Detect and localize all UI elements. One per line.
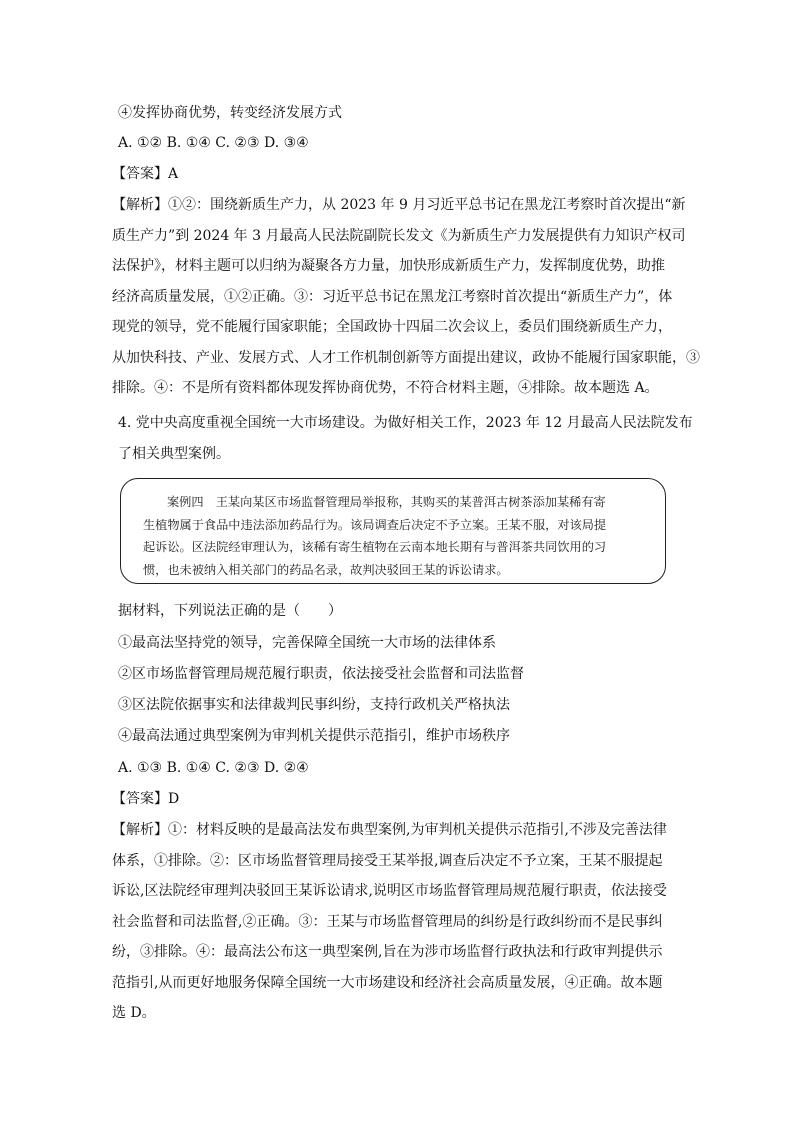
case-material-box [120,478,666,584]
q4-analysis-line: 纷，③排除。④：最高法公布这一典型案例,旨在为涉市场监督行政执法和行政审判提供示 [112,944,663,960]
q3-analysis [112,190,700,404]
q4-analysis-line: 体系，①排除。②：区市场监督管理局接受王某举报,调查后决定不予立案，王某不服提起 [112,852,663,869]
q4-choices: A. ①③ B. ①④ C. ②③ D. ②④ [118,760,309,776]
q3-analysis-line: 法保护》，材料主题可以归纳为凝聚各方力量，加快形成新质生产力，发挥制度优势，助推 [112,258,665,274]
q4-question: 据材料，下列说法正确的是（ ） [118,603,342,619]
q4-analysis-line: 选 D。 [112,1005,156,1021]
q3-analysis-line: 现党的领导，党不能履行国家职能；全国政协十四届二次会议上，委员们围绕新质生产力， [112,319,672,335]
q4-option-2: ②区市场监督管理局规范履行职责，依法接受社会监督和司法监督 [118,666,524,682]
case-text-line: 起诉讼。区法院经审理认为，该稀有寄生植物在云南本地长期有与普洱茶共同饮用的习 [143,540,607,554]
q4-analysis-line: 社会监督和司法监督,②正确。③：王某与市场监督管理局的纠纷是行政纠纷而不是民事纠 [112,913,663,930]
q3-analysis-line: 经济高质量发展，①②正确。③：习近平总书记在黑龙江考察时首次提出“新质生产力”，体 [112,288,673,305]
q4-stem [118,408,693,469]
q4-stem-line: 4. 党中央高度重视全国统一大市场建设。为做好相关工作，2023 年 12 月最高人民法院发布 [118,415,693,431]
q4-option-1: ①最高法坚持党的领导，完善保障全国统一大市场的法律体系 [118,635,496,651]
q3-analysis-line: 排除。④：不是所有资料都体现发挥协商优势，不符合材料主题，④排除。故本题选 A。 [112,380,659,396]
q4-analysis-line: 范指引,从而更好地服务保障全国统一大市场建设和经济社会高质量发展，④正确。故本题 [112,974,663,991]
q4-option-4: ④最高法通过典型案例为审判机关提供示范指引，维护市场秩序 [118,728,510,744]
case-text-line: 生植物属于食品中违法添加药品行为。该局调查后决定不予立案。王某不服，对该局提 [143,517,607,532]
q3-option-4: ④发挥协商优势，转变经济发展方式 [118,105,342,121]
q4-answer: 【答案】D [112,791,180,807]
q4-stem-line: 了相关典型案例。 [118,445,230,462]
q4-analysis-line: 【解析】①：材料反映的是最高法发布典型案例,为审判机关提供示范指引,不涉及完善法律 [112,822,667,838]
case-text-line: 惯，也未被纳入相关部门的药品名录，故判决驳回王某的诉讼请求。 [143,562,509,577]
q3-answer: 【答案】A [112,166,179,182]
q3-choices: A. ①② B. ①④ C. ②③ D. ③④ [118,135,309,151]
q3-analysis-line: 从加快科技、产业、发展方式、人才工作机制创新等方面提出建议，政协不能履行国家职能，③ [112,349,700,366]
q4-option-3: ③区法院依据事实和法律裁判民事纠纷，支持行政机关严格执法 [118,697,510,713]
q4-analysis-line: 诉讼,区法院经审理判决驳回王某诉讼请求,说明区市场监督管理局规范履行职责，依法接受 [112,883,667,899]
q3-analysis-line: 质生产力”到 2024 年 3 月最高人民法院副院长发文《为新质生产力发展提供有力知识产权司 [112,227,686,244]
q4-analysis [112,815,672,1029]
q3-analysis-line: 【解析】①②：围绕新质生产力，从 2023 年 9 月习近平总书记在黑龙江考察时首次提出“新 [112,197,686,213]
case-text-line: 案例四 王某向某区市场监督管理局举报称，其购买的某普洱古树茶添加某稀有寄 [167,495,606,509]
